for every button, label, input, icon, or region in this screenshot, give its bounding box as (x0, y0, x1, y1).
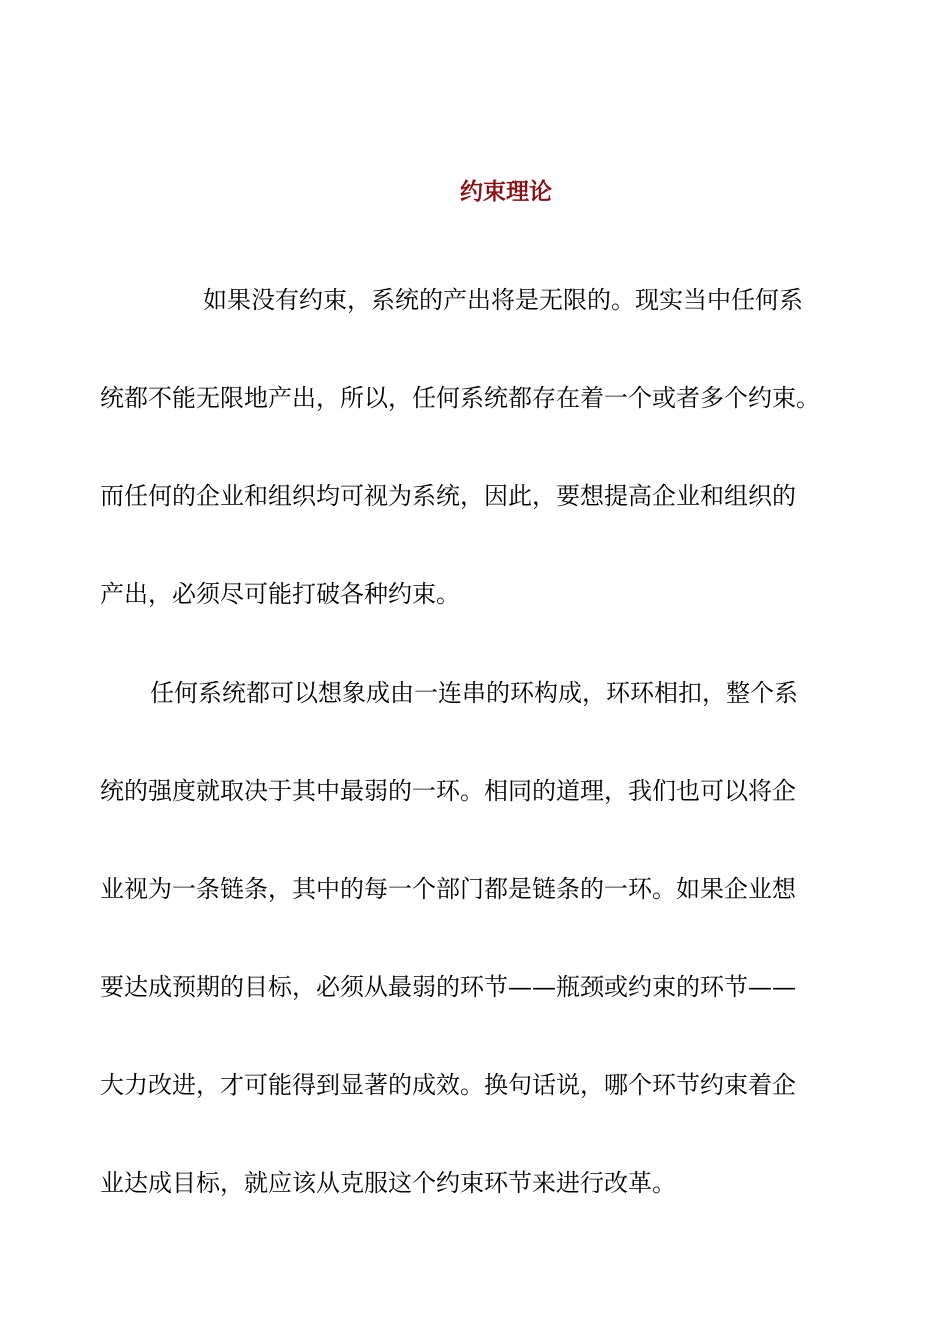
paragraph-2-line-1: 任何系统都可以想象成由一连串的环构成，环环相扣，整个系 (150, 679, 798, 707)
paragraph-1-line-1: 如果没有约束，系统的产出将是无限的。现实当中任何系 (203, 286, 803, 314)
paragraph-2-line-5: 大力改进，才可能得到显著的成效。换句话说，哪个环节约束着企 (100, 1071, 796, 1099)
paragraph-1-line-4: 产出，必须尽可能打破各种约束。 (100, 580, 460, 608)
paragraph-1-line-3: 而任何的企业和组织均可视为系统，因此，要想提高企业和组织的 (100, 482, 796, 510)
paragraph-1-line-2: 统都不能无限地产出，所以，任何系统都存在着一个或者多个约束。 (100, 384, 820, 412)
document-title: 约束理论 (460, 178, 552, 205)
paragraph-2-line-2: 统的强度就取决于其中最弱的一环。相同的道理，我们也可以将企 (100, 777, 796, 805)
paragraph-2-line-3: 业视为一条链条，其中的每一个部门都是链条的一环。如果企业想 (100, 875, 796, 903)
paragraph-2-line-4: 要达成预期的目标，必须从最弱的环节——瓶颈或约束的环节—— (100, 973, 796, 1001)
paragraph-2-line-6: 业达成目标，就应该从克服这个约束环节来进行改革。 (100, 1169, 676, 1197)
